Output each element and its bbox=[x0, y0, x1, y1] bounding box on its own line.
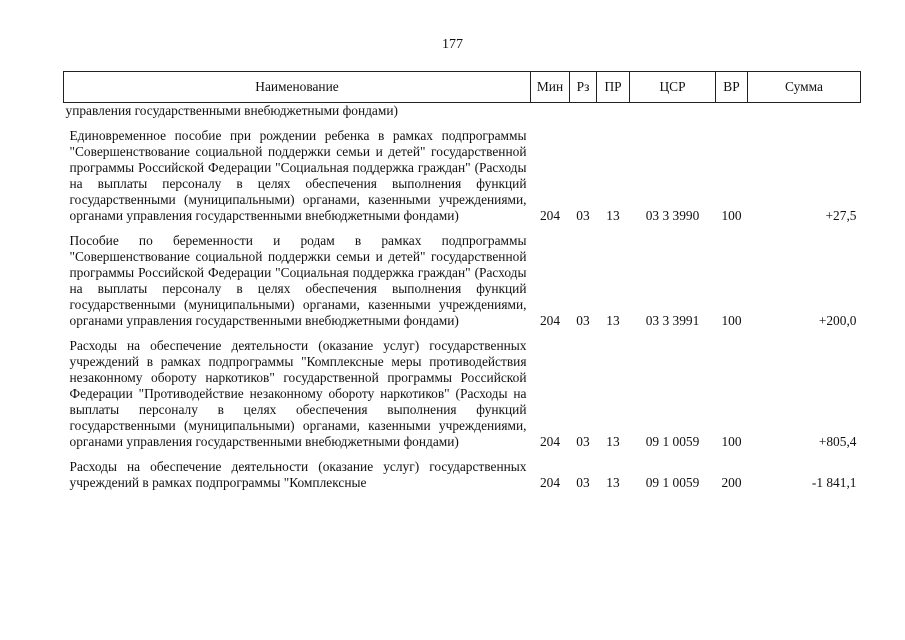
row-min: 204 bbox=[539, 475, 561, 490]
row-rz: 03 bbox=[576, 313, 590, 328]
row-vr: 100 bbox=[721, 208, 742, 223]
row-name: Единовременное пособие при рождении ребенка в рамках подпрограммы "Совершенствование социальной поддержки семьи и детей" государственной программы Российской Федерации "Социальная поддержка граждан" (Расходы на выплаты персоналу в целях обеспечения выполнения функций государственными (муниципальными) органами, казенными учреждениями, органами управления государственными внебюджетными фондами) bbox=[69, 128, 527, 223]
header-rz: Рз bbox=[570, 72, 597, 103]
header-name: Наименование bbox=[64, 72, 531, 103]
budget-table bbox=[63, 71, 861, 491]
row-name: управления государственными внебюджетными фондами) bbox=[65, 103, 398, 118]
row-name: Расходы на обеспечение деятельности (оказание услуг) государственных учреждений в рамках подпрограммы "Комплексные меры противодействия незаконному обороту наркотиков" государственной программы Российской Федерации "Противодействие незаконному обороту наркотиков" (Расходы на выплаты персоналу в целях обеспечения выполнения функций государственными (муниципальными) органами, казенными учреждениями, органами управления государственными внебюджетными фондами) bbox=[69, 338, 527, 449]
table-body bbox=[64, 103, 861, 492]
row-csr: 09 1 0059 bbox=[645, 475, 700, 490]
row-sum: -1 841,1 bbox=[811, 475, 857, 490]
table-row bbox=[64, 103, 861, 120]
row-pr bbox=[597, 103, 630, 120]
row-name: Пособие по беременности и родам в рамках подпрограммы "Совершенствование социальной поддержки семьи и детей" государственной программы Российской Федерации "Социальная поддержка граждан" (Расходы на выплаты персоналу в целях обеспечения выполнения функций государственными (муниципальными) органами, казенными учреждениями, органами управления государственными внебюджетными фондами) bbox=[69, 233, 527, 328]
row-min: 204 bbox=[539, 208, 561, 223]
row-sum: +805,4 bbox=[818, 434, 857, 449]
row-vr: 100 bbox=[721, 434, 742, 449]
page-number: 177 bbox=[442, 37, 463, 52]
row-pr: 13 bbox=[606, 475, 620, 490]
table-row bbox=[64, 459, 861, 491]
row-min: 204 bbox=[539, 434, 561, 449]
row-csr bbox=[630, 103, 716, 120]
row-min bbox=[531, 103, 570, 120]
table-row bbox=[64, 128, 861, 224]
row-pr: 13 bbox=[606, 313, 620, 328]
header-vr: ВР bbox=[716, 72, 748, 103]
row-sum: +27,5 bbox=[825, 208, 857, 223]
row-csr: 03 3 3991 bbox=[645, 313, 700, 328]
row-vr bbox=[716, 103, 748, 120]
row-vr: 200 bbox=[721, 475, 742, 490]
table-header bbox=[64, 72, 861, 103]
row-rz: 03 bbox=[576, 475, 590, 490]
row-rz bbox=[570, 103, 597, 120]
row-vr: 100 bbox=[721, 313, 742, 328]
header-pr: ПР bbox=[597, 72, 630, 103]
row-csr: 03 3 3990 bbox=[645, 208, 700, 223]
row-name: Расходы на обеспечение деятельности (оказание услуг) государственных учреждений в рамках подпрограммы "Комплексные bbox=[69, 459, 527, 490]
header-sum: Сумма bbox=[748, 72, 861, 103]
row-pr: 13 bbox=[606, 434, 620, 449]
row-rz: 03 bbox=[576, 434, 590, 449]
row-sum bbox=[748, 103, 861, 120]
table-row bbox=[64, 233, 861, 329]
row-csr: 09 1 0059 bbox=[645, 434, 700, 449]
header-csr: ЦСР bbox=[630, 72, 716, 103]
row-min: 204 bbox=[539, 313, 561, 328]
row-sum: +200,0 bbox=[818, 313, 857, 328]
table-row bbox=[64, 338, 861, 450]
row-rz: 03 bbox=[576, 208, 590, 223]
row-pr: 13 bbox=[606, 208, 620, 223]
header-min: Мин bbox=[531, 72, 570, 103]
